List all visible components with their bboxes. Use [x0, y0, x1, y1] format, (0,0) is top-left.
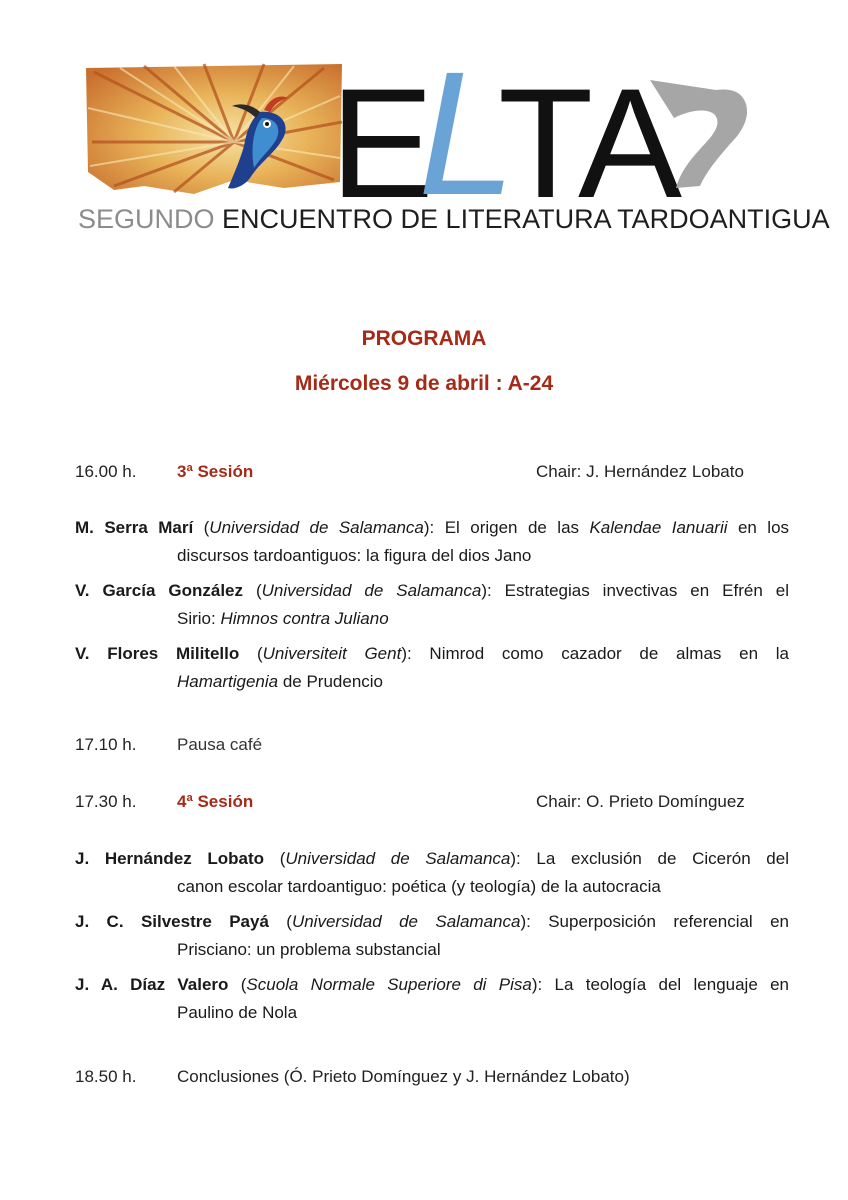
- talk-title-cont: canon escolar tardoantiguo: poética (y teología) de la autocracia: [177, 877, 661, 896]
- talk-hernandez-lobato: J. Hernández Lobato (Universidad de Salamanca): La exclusión de Cicerón del canon escolar tardoantiguo: poética (y teología) de la autocracia: [75, 845, 789, 901]
- closing-time: 18.50 h.: [75, 1067, 137, 1086]
- talk-author: J. Hernández Lobato: [75, 849, 265, 868]
- talk-title-cont: Sirio: Himnos contra Juliano: [177, 609, 389, 628]
- session3-time: 16.00 h.: [75, 462, 137, 481]
- talk-author: J. C. Silvestre Payá: [75, 912, 269, 931]
- logo-letter-t: T: [498, 57, 594, 231]
- subtitle-segundo: SEGUNDO: [78, 204, 215, 234]
- session3-label: 3ª Sesión: [177, 462, 254, 481]
- talk-garcia-gonzalez: V. García González (Universidad de Salamanca): Estrategias invectivas en Efrén el Sirio: Himnos contra Juliano: [75, 577, 789, 633]
- talk-author: V. García González: [75, 581, 243, 600]
- talk-affiliation: Universidad de Salamanca: [291, 912, 521, 931]
- break-time: 17.10 h.: [75, 735, 137, 754]
- talk-diaz-valero: J. A. Díaz Valero (Scuola Normale Superiore di Pisa): La teología del lenguaje en Paulino de Nola: [75, 971, 789, 1027]
- session3-chair: Chair: J. Hernández Lobato: [536, 462, 744, 481]
- logo-letter-l: L: [418, 36, 516, 232]
- subtitle-main: ENCUENTRO DE LITERATURA TARDOANTIGUA: [222, 204, 830, 234]
- talk-author: M. Serra Marí: [75, 518, 194, 537]
- break-label: Pausa café: [177, 735, 263, 754]
- talk-affiliation: Universidad de Salamanca: [261, 581, 482, 600]
- talk-title-cont: Hamartigenia de Prudencio: [177, 672, 384, 691]
- talk-silvestre-paya: J. C. Silvestre Payá (Universidad de Salamanca): Superposición referencial en Prisciano: un problema substancial: [75, 908, 789, 964]
- talk-author: J. A. Díaz Valero: [75, 975, 229, 994]
- header-logo: [0, 0, 848, 260]
- session4-chair: Chair: O. Prieto Domínguez: [536, 792, 745, 811]
- talk-affiliation: Scuola Normale Superiore di Pisa: [246, 975, 532, 994]
- logo-letter-e: E: [330, 57, 435, 231]
- session4-time: 17.30 h.: [75, 792, 137, 811]
- session4-label: 4ª Sesión: [177, 792, 254, 811]
- logo-letter-a: A: [578, 57, 683, 231]
- talk-flores-militello: V. Flores Militello (Universiteit Gent): Nimrod como cazador de almas en la Hamartigenia de Prudencio: [75, 640, 789, 696]
- talk-title-italic: Kalendae Ianuarii: [589, 518, 728, 537]
- event-subtitle: [78, 204, 830, 235]
- talk-author: V. Flores Militello: [75, 644, 240, 663]
- talk-serra-mari: M. Serra Marí (Universidad de Salamanca): El origen de las Kalendae Ianuarii en los discursos tardoantiguos: la figura del dios Jano: [75, 514, 789, 570]
- talk-affiliation: Universiteit Gent: [262, 644, 402, 663]
- logo-number-two-shape: [646, 66, 756, 190]
- talk-affiliation: Universidad de Salamanca: [209, 518, 424, 537]
- program-title: PROGRAMA: [361, 327, 487, 350]
- talk-title-cont: Paulino de Nola: [177, 1003, 298, 1022]
- talk-title-cont: discursos tardoantiguos: la figura del dios Jano: [177, 546, 532, 565]
- talk-title-cont: Prisciano: un problema substancial: [177, 940, 441, 959]
- talk-affiliation: Universidad de Salamanca: [285, 849, 511, 868]
- closing-label: Conclusiones (Ó. Prieto Domínguez y J. Hernández Lobato): [177, 1067, 630, 1086]
- program-date-room: Miércoles 9 de abril : A-24: [294, 372, 554, 395]
- mosaic-bird-image: [84, 62, 344, 196]
